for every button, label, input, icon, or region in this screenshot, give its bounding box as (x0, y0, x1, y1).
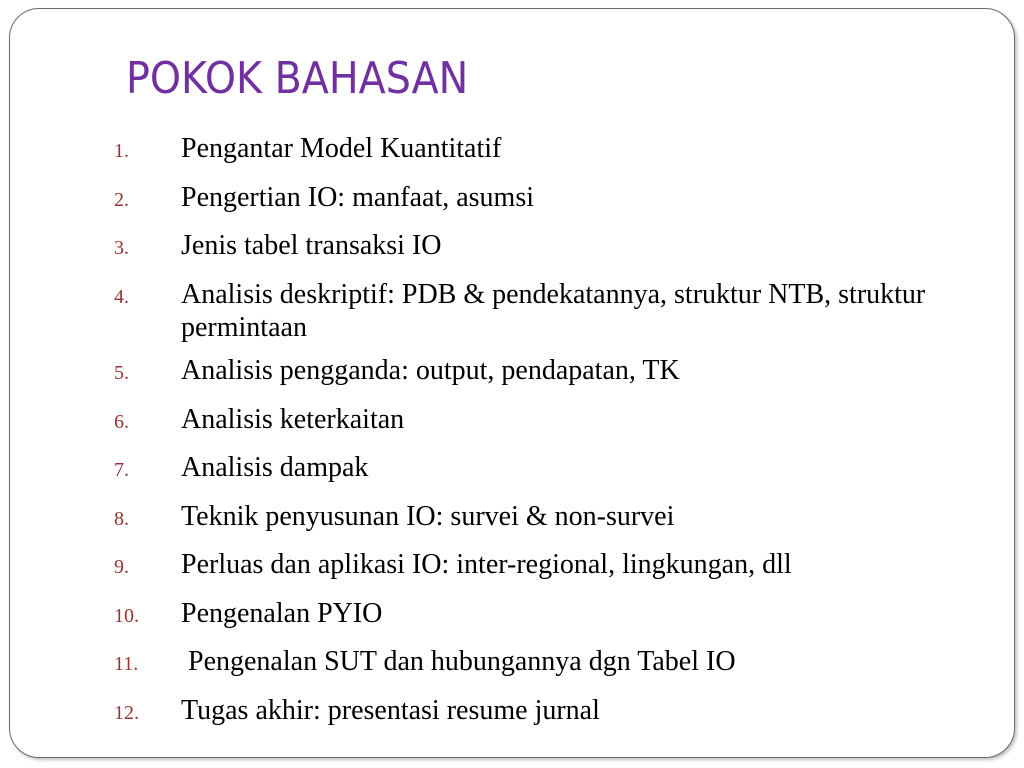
list-item-number: 5. (114, 362, 129, 384)
topic-list (114, 132, 941, 742)
list-item (114, 181, 941, 219)
list-item-number: 11. (114, 653, 139, 675)
list-item (114, 403, 941, 441)
list-item-text: Pengertian IO: manfaat, asumsi (181, 181, 535, 213)
list-item-number: 6. (114, 410, 129, 433)
list-item-number: 3. (114, 237, 129, 259)
list-item (114, 597, 941, 635)
list-item (114, 500, 941, 538)
list-item (114, 354, 941, 392)
list-item-text: Analisis pengganda: output, pendapatan, TK (181, 355, 680, 386)
list-item-number: 4. (114, 285, 129, 308)
list-item-text: Tugas akhir: presentasi resume jurnal (181, 694, 600, 726)
list-item-number: 8. (114, 507, 129, 530)
list-item-text: Analisis deskriptif: PDB & pendekatannya, struktur NTB, struktur permintaan (181, 278, 933, 343)
list-item (114, 132, 941, 170)
list-item-text: Pengantar Model Kuantitatif (181, 133, 502, 164)
list-item-text: Pengenalan PYIO (181, 597, 383, 629)
list-item-text: Teknik penyusunan IO: survei & non-survei (181, 500, 675, 532)
list-item-number: 1. (114, 140, 129, 162)
slide-title: POKOK BAHASAN (126, 53, 469, 104)
list-item (114, 645, 941, 683)
list-item (114, 229, 941, 267)
list-item-number: 12. (114, 701, 139, 724)
list-item-number: 7. (114, 459, 129, 481)
list-item-text: Pengenalan SUT dan hubungannya dgn Tabel IO (181, 646, 736, 677)
list-item-number: 2. (114, 188, 129, 211)
list-item-text: Jenis tabel transaksi IO (181, 230, 442, 261)
list-item (114, 694, 941, 732)
list-item (114, 548, 941, 586)
slide-frame (9, 8, 1015, 758)
list-item-text: Perluas dan aplikasi IO: inter-regional, lingkungan, dll (181, 549, 792, 580)
list-item-text: Analisis dampak (181, 452, 369, 483)
list-item-text: Analisis keterkaitan (181, 403, 405, 435)
list-item (114, 451, 941, 489)
list-item (114, 278, 941, 344)
list-item-number: 10. (114, 604, 139, 627)
list-item-number: 9. (114, 556, 129, 578)
